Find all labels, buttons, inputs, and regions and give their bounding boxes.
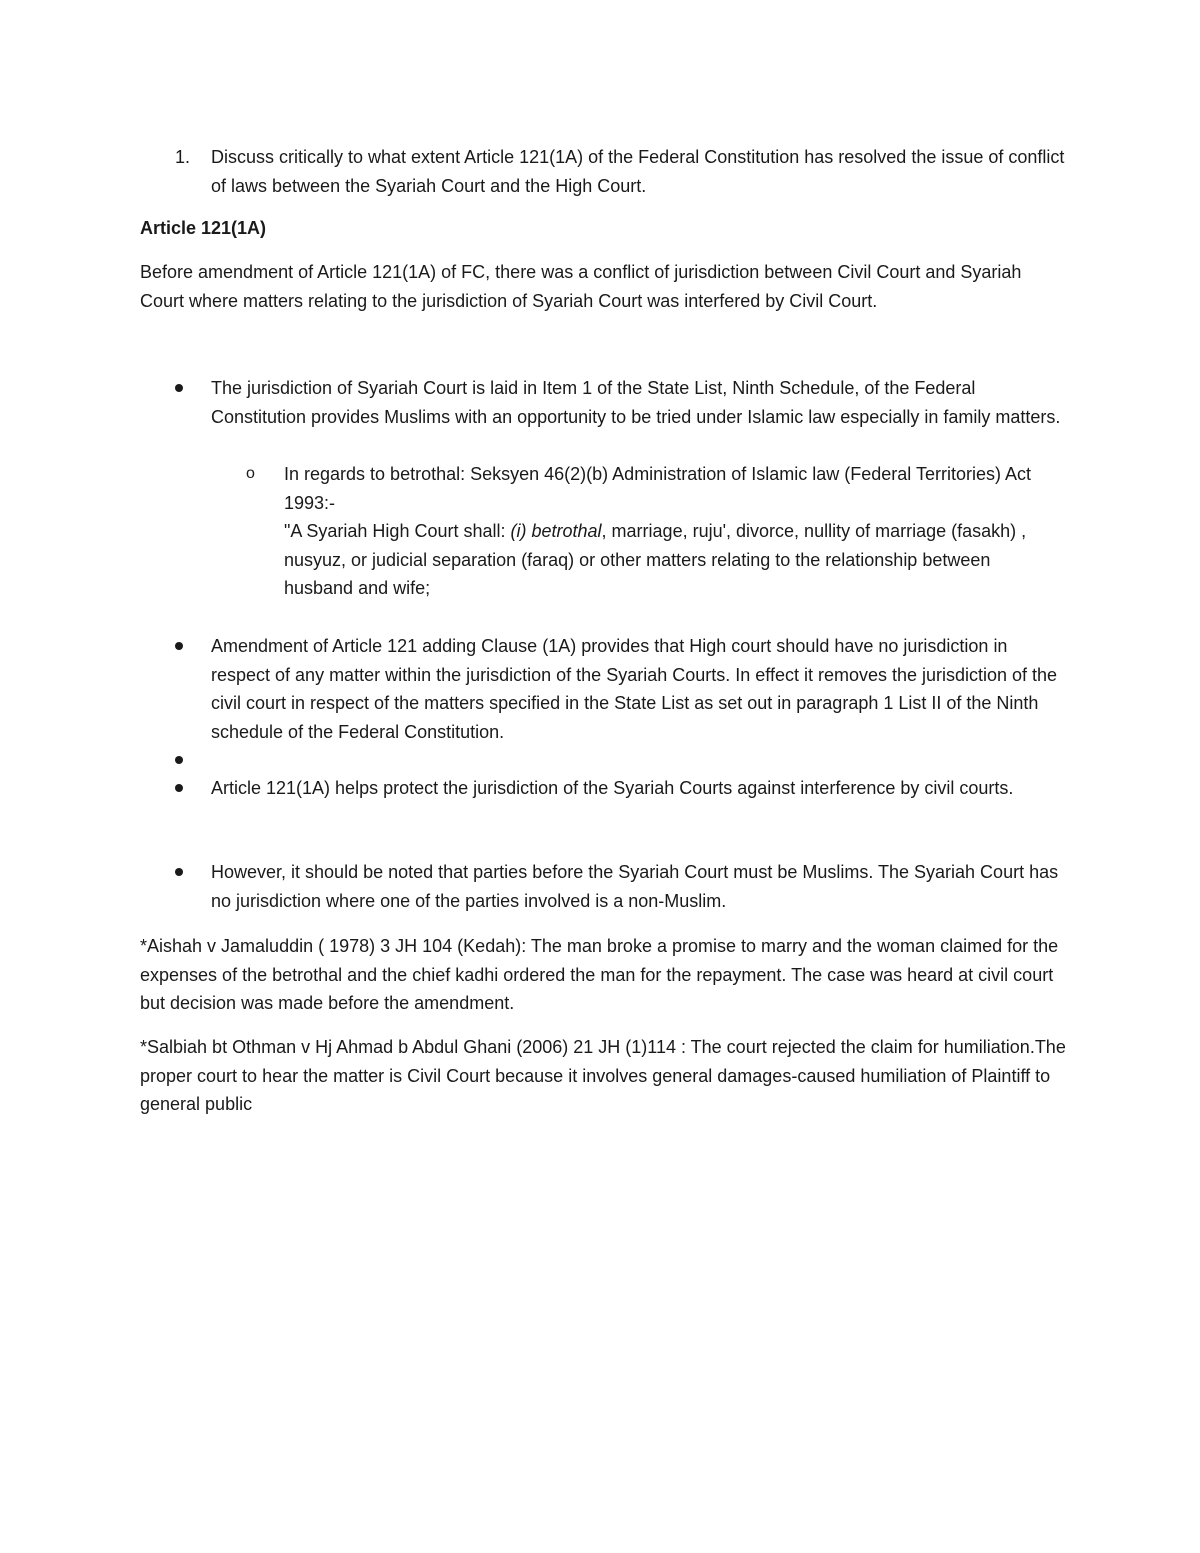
case-paragraph	[140, 932, 1070, 1018]
bullet-icon	[175, 642, 183, 650]
case-name: *Salbiah bt Othman v Hj Ahmad b Abdul Ghani (2006) 21 JH (1)114 :	[140, 1037, 686, 1057]
bullet-text: Amendment of Article 121 adding Clause (1A) provides that High court should have no jurisdiction in respect of any matter within the jurisdiction of the Syariah Courts. In effect it removes the jurisdiction of the civil court in respect of the matters specified in the State List as set out in paragraph 1 List II of the Ninth schedule of the Federal Constitution.	[211, 636, 1058, 742]
bullet-icon	[175, 784, 183, 792]
quote-text	[284, 521, 1026, 598]
case-paragraph	[140, 1033, 1070, 1119]
question-number: 1.	[175, 147, 191, 167]
bullet-item	[211, 374, 1071, 431]
bullet-icon	[175, 756, 183, 764]
question-item	[175, 143, 1070, 200]
bullet-item	[211, 632, 1071, 746]
quote-italic: (i) betrothal	[510, 521, 602, 541]
intro-paragraph: Before amendment of Article 121(1A) of FC, there was a conflict of jurisdiction between Civil Court and Syariah Court where matters relating to the jurisdiction of Syariah Court was interfered by Civil Court.	[140, 262, 1022, 311]
bullet-text: Article 121(1A) helps protect the jurisdiction of the Syariah Courts against interference by civil courts.	[211, 778, 1014, 798]
case-name: *Aishah v Jamaluddin ( 1978) 3 JH 104 (Kedah):	[140, 936, 527, 956]
bullet-icon	[175, 384, 183, 392]
case-text: The man broke a promise to marry and the woman claimed for the expenses of the betrothal and the chief kadhi ordered the man for the repayment. The case was heard at civil court but decision was made before the amendment.	[140, 936, 1059, 1013]
quote-start: "A Syariah High Court shall:	[284, 521, 511, 541]
sub-item	[246, 460, 1064, 603]
bullet-item	[211, 774, 1071, 803]
question-text: Discuss critically to what extent Article 121(1A) of the Federal Constitution has resolved the issue of conflict of laws between the Syariah Court and the High Court.	[211, 147, 1065, 196]
sub-item-intro: In regards to betrothal: Seksyen 46(2)(b) Administration of Islamic law (Federal Territories) Act 1993:-	[284, 464, 1031, 513]
case-text: The court rejected the claim for humiliation.The proper court to hear the matter is Civil Court because it involves general damages-caused humiliation of Plaintiff to general public	[140, 1037, 1066, 1114]
bullet-text: The jurisdiction of Syariah Court is laid in Item 1 of the State List, Ninth Schedule, of the Federal Constitution provides Muslims with an opportunity to be tried under Islamic law especially in family matters.	[211, 378, 1061, 427]
sub-bullet-icon: o	[246, 465, 255, 482]
section-heading: Article 121(1A)	[140, 218, 267, 238]
bullet-text: However, it should be noted that parties before the Syariah Court must be Muslims. The Syariah Court has no jurisdiction where one of the parties involved is a non-Muslim.	[211, 862, 1059, 911]
bullet-icon	[175, 868, 183, 876]
quote-rest: , marriage, ruju', divorce, nullity of marriage (fasakh) , nusyuz, or judicial separation (faraq) or other matters relating to the relationship between husband and wife;	[284, 521, 1027, 598]
bullet-item	[211, 858, 1071, 915]
